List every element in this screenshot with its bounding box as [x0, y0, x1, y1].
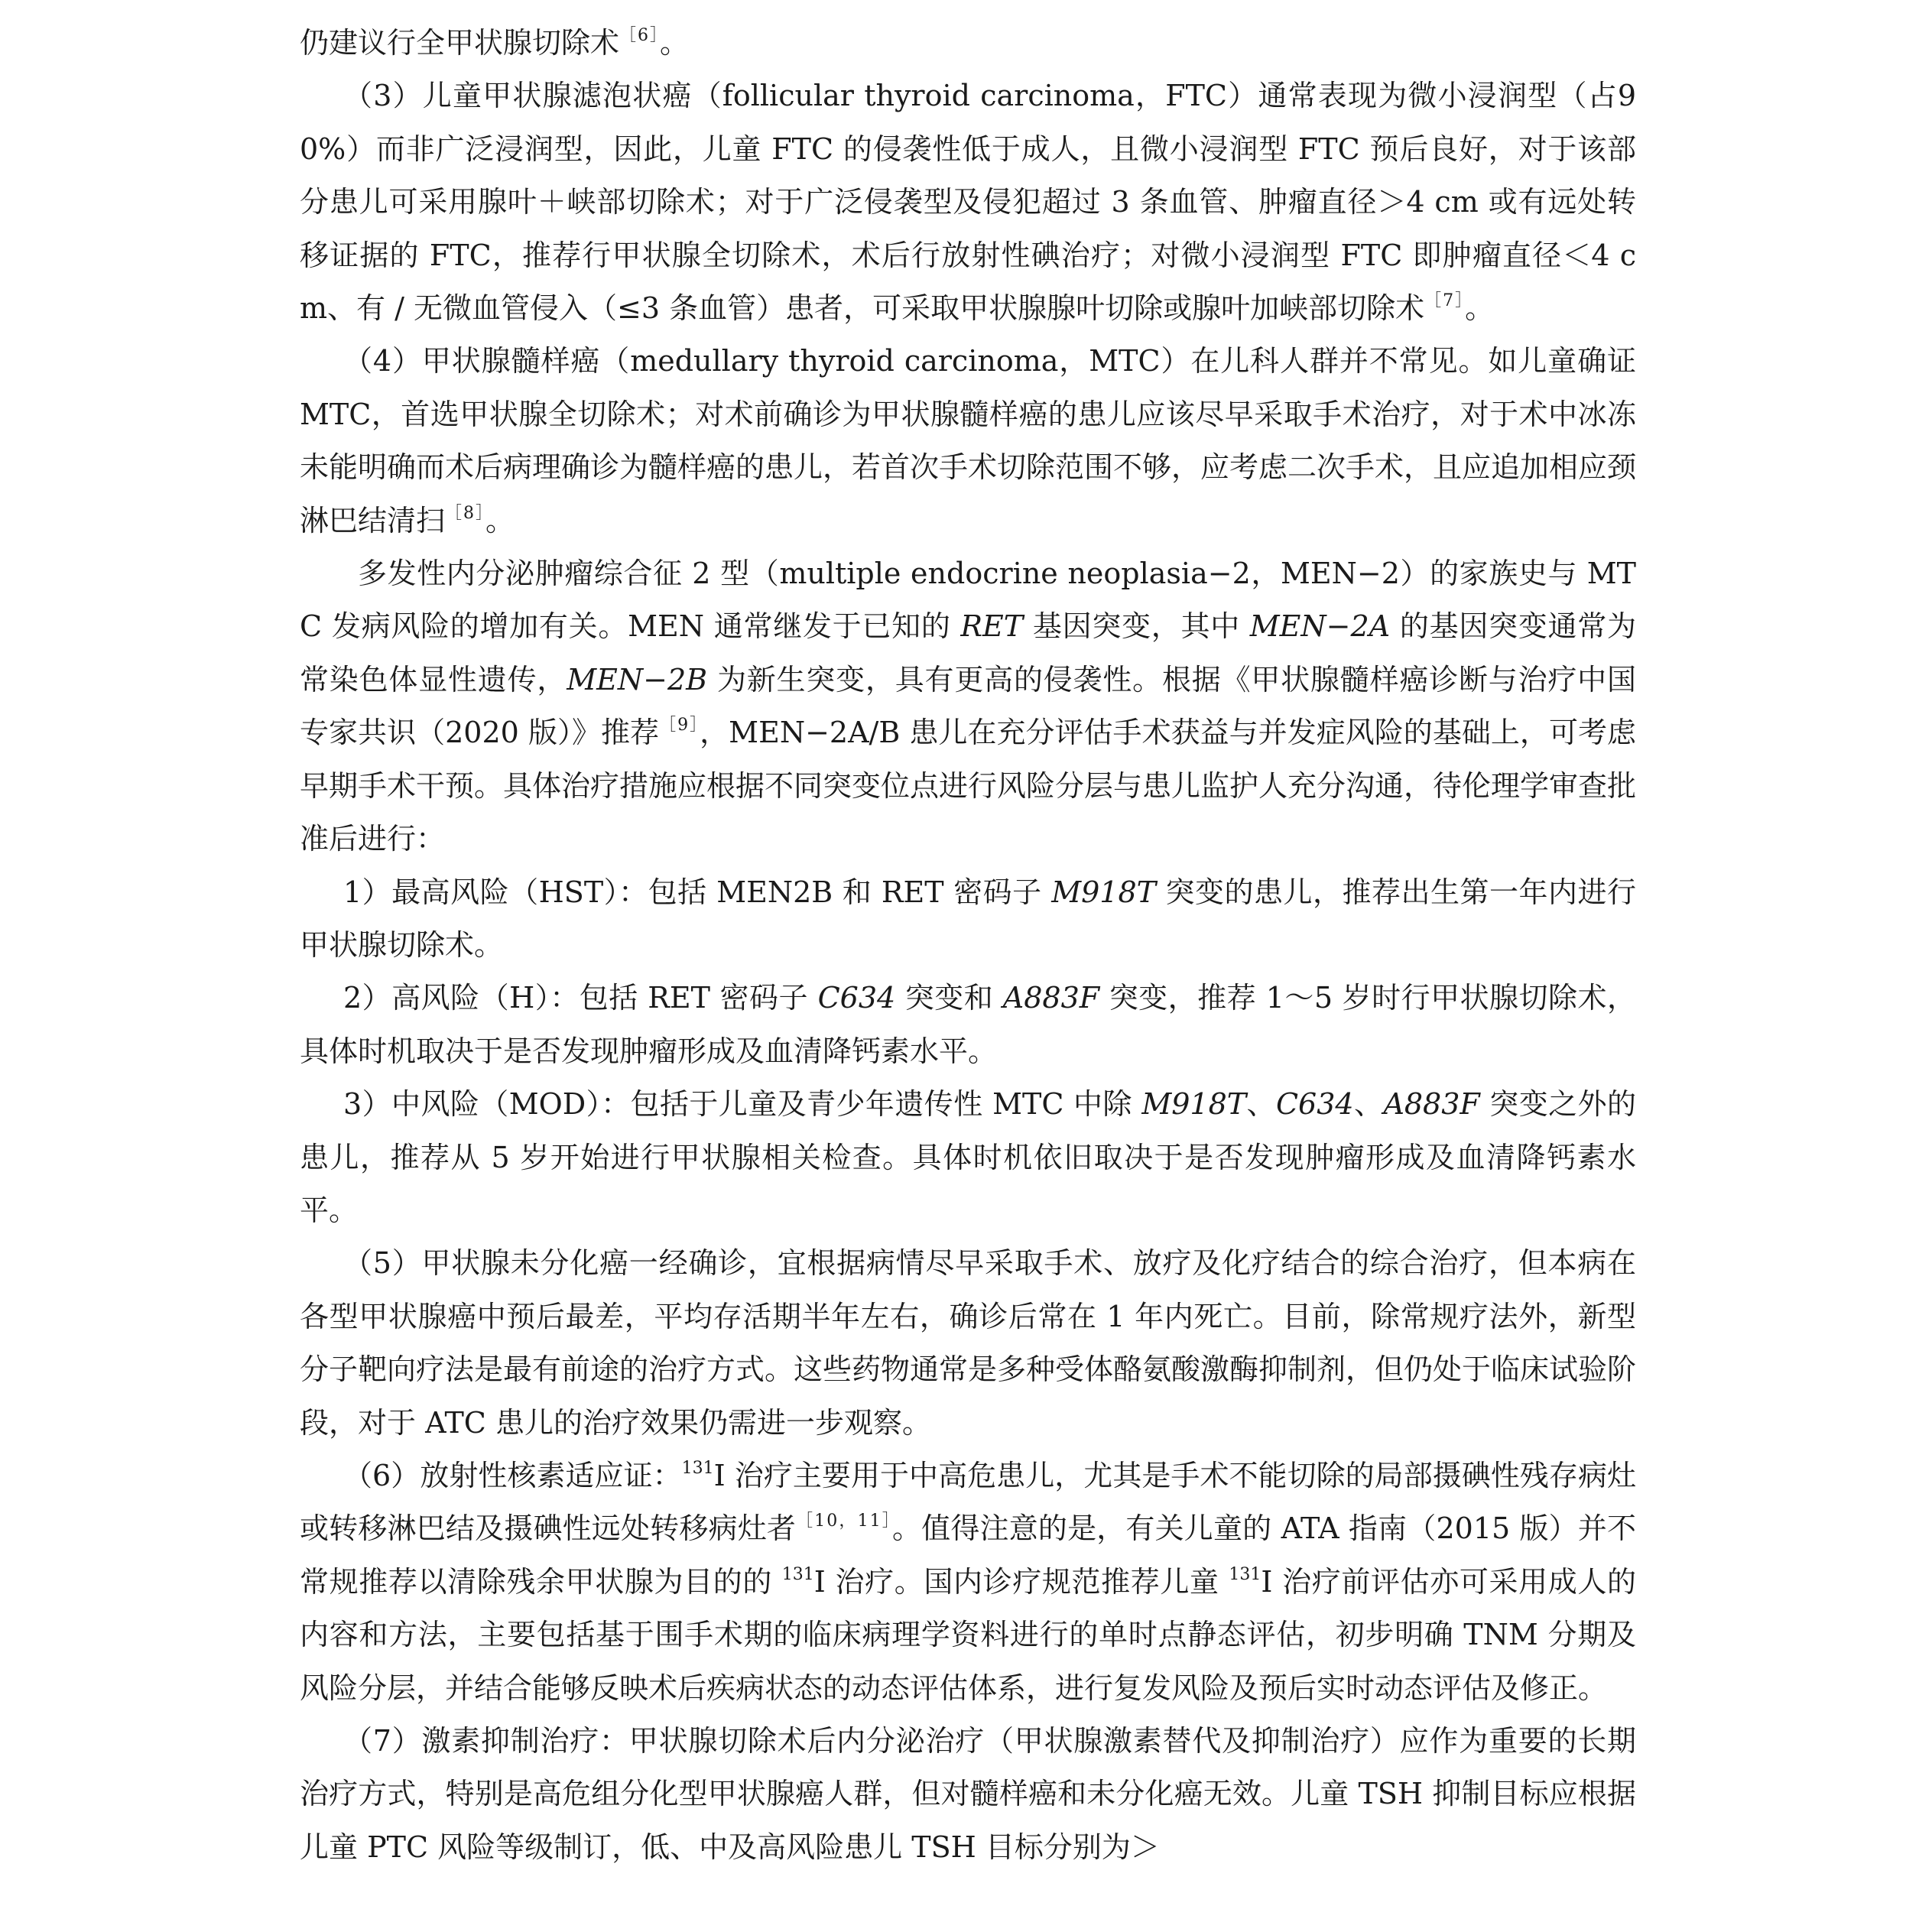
paragraph-4: [300, 866, 1636, 972]
citation-reference: ［10，11］: [796, 1512, 892, 1531]
italic-gene-name: C634: [1275, 1087, 1354, 1122]
paragraph-5: [300, 972, 1636, 1078]
text-run: （3）儿童甲状腺滤泡状癌（follicular thyroid carcinoma，FTC）通常表现为微小浸润型（占90%）而非广泛浸润型，因此，儿童 FTC 的侵袭性低于成人，且微小浸润型 FTC 预后良好，对于该部分患儿可采用腺叶＋峡部切除术；对于广泛侵袭型及侵犯超过 3 条血管、肿瘤直径＞4 cm 或有远处转移证据的 FTC，推荐行甲状腺全切除术，术后行放射性碘治疗；对微小浸润型 FTC 即肿瘤直径＜4 cm、有 / 无微血管侵入（≤3 条血管）患者，可采取甲状腺腺叶切除或腺叶加峡部切除术: [300, 79, 1636, 326]
text-run: I 治疗前评估亦可采用成人的内容和方法，主要包括基于围手术期的临床病理学资料进行的单时点静态评估，初步明确 TNM 分期及风险分层，并结合能够反映术后疾病状态的动态评估体系，进行复发风险及预后实时动态评估及修正。: [300, 1564, 1636, 1705]
italic-gene-name: RET: [960, 609, 1024, 644]
paragraph-3: [300, 547, 1636, 865]
italic-gene-name: M918T: [1141, 1087, 1247, 1122]
isotope-superscript: 131: [1229, 1564, 1261, 1584]
paragraph-8: [300, 1450, 1636, 1715]
citation-reference: ［6］: [619, 26, 661, 45]
italic-gene-name: M918T: [1051, 875, 1156, 909]
paragraph-7: [300, 1237, 1636, 1450]
text-run: （5）甲状腺未分化癌一经确诊，宜根据病情尽早采取手术、放疗及化疗结合的综合治疗，但本病在各型甲状腺癌中预后最差，平均存活期半年左右，确诊后常在 1 年内死亡。目前，除常规疗法外，新型分子靶向疗法是最有前途的治疗方式。这些药物通常是多种受体酪氨酸激酶抑制剂，但仍处于临床试验阶段，对于 ATC 患儿的治疗效果仍需进一步观察。: [300, 1246, 1637, 1440]
text-run: I 治疗。国内诊疗规范推荐儿童: [813, 1564, 1229, 1599]
text-run: 、: [1246, 1087, 1276, 1122]
isotope-superscript: 131: [681, 1458, 714, 1478]
document-page: [300, 17, 1636, 1874]
text-run: 突变和: [895, 981, 1003, 1015]
text-run: 。: [660, 26, 690, 60]
text-run: 为新生突变，具有更高的侵袭性。根据《甲状腺髓样癌诊断与治疗中国专家共识（2020 版）》推荐: [300, 662, 1636, 750]
text-run: 多发性内分泌肿瘤综合征 2 型（multiple endocrine neoplasia−2，MEN−2）的家族史与 MTC 发病风险的增加有关。MEN 通常继发于已知的: [300, 557, 1636, 644]
paragraph-0: [300, 17, 1636, 70]
text-run: 2）高风险（H）：包括 RET 密码子: [343, 981, 818, 1015]
text-run: 突变的患儿，推荐出生第一年内进行甲状腺切除术。: [300, 875, 1636, 962]
italic-gene-name: A883F: [1002, 981, 1100, 1015]
text-run: 。值得注意的是，有关儿童的 ATA 指南（2015 版）并不常规推荐以清除残余甲状腺为目的的: [300, 1512, 1636, 1599]
paragraph-1: [300, 70, 1636, 335]
citation-reference: ［9］: [659, 716, 700, 735]
text-run: （6）放射性核素适应证：: [343, 1458, 682, 1492]
italic-gene-name: A883F: [1383, 1087, 1480, 1122]
italic-gene-name: C634: [817, 981, 896, 1015]
text-run: （7）激素抑制治疗：甲状腺切除术后内分泌治疗（甲状腺激素替代及抑制治疗）应作为重要的长期治疗方式，特别是高危组分化型甲状腺癌人群，但对髓样癌和未分化癌无效。儿童 TSH 抑制目标应根据儿童 PTC 风险等级制订，低、中及高风险患儿 TSH 目标分别为＞: [300, 1724, 1636, 1864]
text-run: 1）最高风险（HST）：包括 MEN2B 和 RET 密码子: [343, 875, 1052, 909]
italic-gene-name: MEN−2A: [1249, 609, 1391, 644]
text-run: （4）甲状腺髓样癌（medullary thyroid carcinoma，MTC）在儿科人群并不常见。如儿童确证 MTC，首选甲状腺全切除术；对术前确诊为甲状腺髓样癌的患儿应该尽早采取手术治疗，对于术中冰冻未能明确而术后病理确诊为髓样癌的患儿，若首次手术切除范围不够，应考虑二次手术，且应追加相应颈淋巴结清扫: [300, 344, 1637, 537]
text-run: 的基因突变通常为常染色体显性遗传，: [300, 609, 1636, 696]
text-run: 。: [1465, 291, 1495, 326]
italic-gene-name: MEN−2B: [567, 662, 708, 696]
paragraph-9: [300, 1715, 1636, 1874]
text-run: 3）中风险（MOD）：包括于儿童及青少年遗传性 MTC 中除: [343, 1087, 1142, 1122]
text-run: 突变之外的患儿，推荐从 5 岁开始进行甲状腺相关检查。具体时机依旧取决于是否发现肿瘤形成及血清降钙素水平。: [300, 1087, 1636, 1227]
text-run: I 治疗主要用于中高危患儿，尤其是手术不能切除的局部摄碘性残存病灶或转移淋巴结及摄碘性远处转移病灶者: [300, 1458, 1637, 1546]
text-run: 突变，推荐 1～5 岁时行甲状腺切除术，具体时机取决于是否发现肿瘤形成及血清降钙素水平。: [300, 981, 1636, 1068]
paragraph-6: [300, 1078, 1636, 1237]
text-run: 。: [485, 503, 515, 537]
citation-reference: ［7］: [1424, 291, 1466, 311]
citation-reference: ［8］: [445, 503, 486, 523]
isotope-superscript: 131: [781, 1564, 814, 1584]
paragraph-2: [300, 335, 1636, 547]
text-run: 基因突变，其中: [1023, 609, 1250, 644]
text-run: 、: [1353, 1087, 1384, 1122]
text-run: 仍建议行全甲状腺切除术: [300, 26, 620, 60]
text-run: ，MEN−2A/B 患儿在充分评估手术获益与并发症风险的基础上，可考虑早期手术干预。具体治疗措施应根据不同突变位点进行风险分层与患儿监护人充分沟通，待伦理学审查批准后进行：: [300, 716, 1637, 856]
